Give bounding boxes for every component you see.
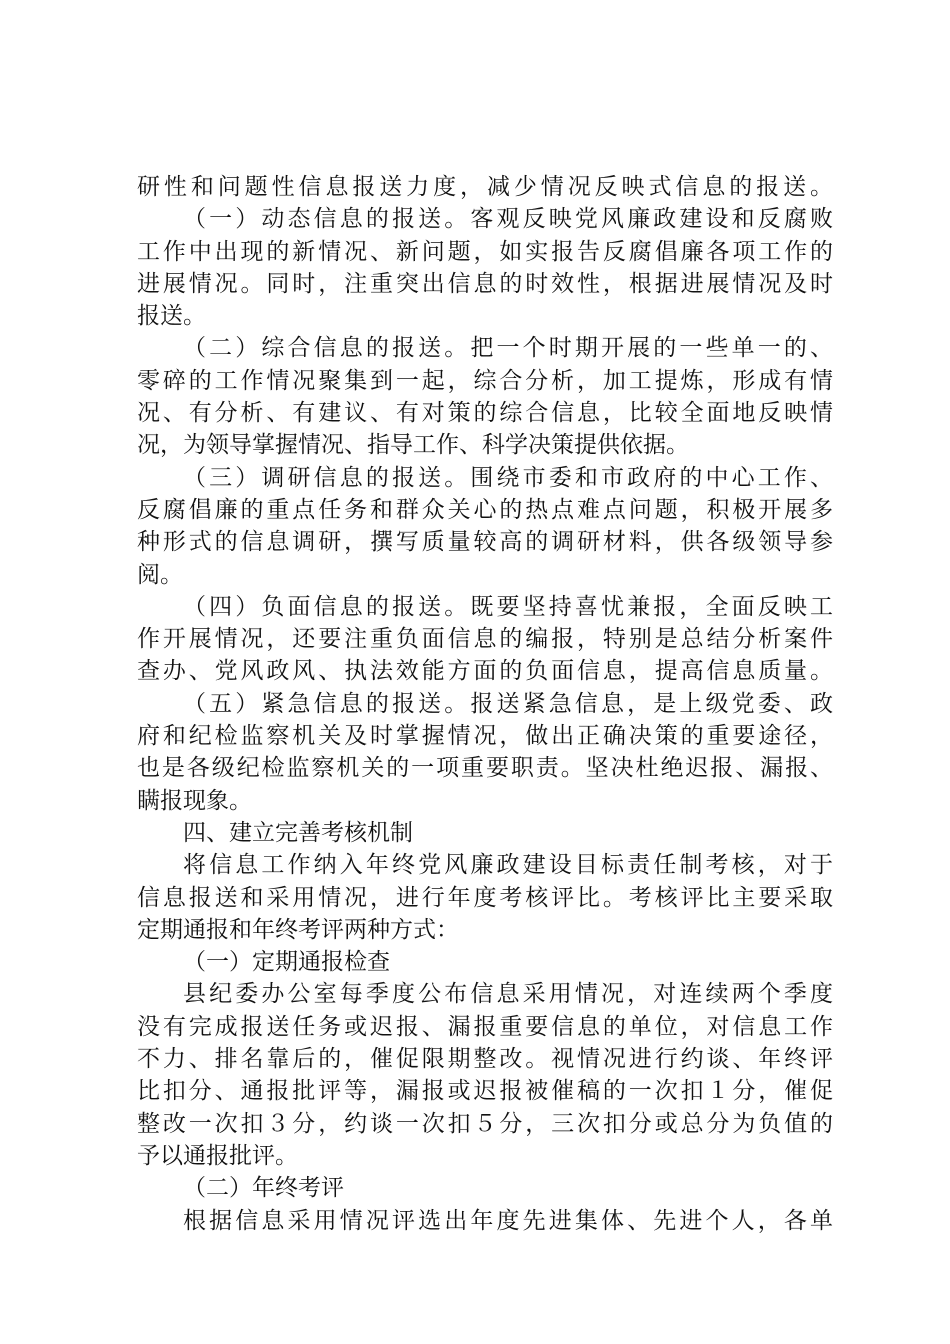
text-line: 也是各级纪检监察机关的一项重要职责。坚决杜绝迟报、漏报、 bbox=[137, 755, 833, 782]
text-line: （五）紧急信息的报送。报送紧急信息，是上级党委、政 bbox=[183, 690, 833, 717]
section-heading: 四、建立完善考核机制 bbox=[183, 819, 413, 846]
text-line: （三）调研信息的报送。围绕市委和市政府的中心工作、 bbox=[183, 464, 833, 491]
subsection-heading: （一）定期通报检查 bbox=[183, 949, 390, 976]
text-line: 零碎的工作情况聚集到一起，综合分析，加工提炼，形成有情 bbox=[137, 367, 833, 394]
text-line: 瞒报现象。 bbox=[137, 787, 252, 814]
text-line: 种形式的信息调研，撰写质量较高的调研材料，供各级领导参 bbox=[137, 529, 833, 556]
text-line: 查办、党风政风、执法效能方面的负面信息，提高信息质量。 bbox=[137, 658, 833, 685]
text-line: 没有完成报送任务或迟报、漏报重要信息的单位，对信息工作 bbox=[137, 1013, 833, 1040]
text-line: （四）负面信息的报送。既要坚持喜忧兼报，全面反映工 bbox=[183, 593, 833, 620]
text-line: 况、有分析、有建议、有对策的综合信息，比较全面地反映情 bbox=[137, 400, 833, 427]
text-line: 阅。 bbox=[137, 561, 183, 588]
text-line: 府和纪检监察机关及时掌握情况，做出正确决策的重要途径， bbox=[137, 723, 833, 750]
text-line: 工作中出现的新情况、新问题，如实报告反腐倡廉各项工作的 bbox=[137, 238, 833, 265]
text-line: （一）动态信息的报送。客观反映党风廉政建设和反腐败 bbox=[183, 206, 833, 233]
text-line: 将信息工作纳入年终党风廉政建设目标责任制考核，对于 bbox=[183, 852, 833, 879]
text-line: 予以通报批评。 bbox=[137, 1142, 298, 1169]
text-line: 根据信息采用情况评选出年度先进集体、先进个人，各单 bbox=[183, 1207, 833, 1234]
text-line: 信息报送和采用情况，进行年度考核评比。考核评比主要采取 bbox=[137, 884, 833, 911]
text-line: 反腐倡廉的重点任务和群众关心的热点难点问题，积极开展多 bbox=[137, 496, 833, 523]
text-line: 县纪委办公室每季度公布信息采用情况，对连续两个季度 bbox=[183, 981, 833, 1008]
subsection-heading: （二）年终考评 bbox=[183, 1175, 344, 1202]
text-line: 作开展情况，还要注重负面信息的编报，特别是总结分析案件 bbox=[137, 626, 833, 653]
text-line: 进展情况。同时，注重突出信息的时效性，根据进展情况及时 bbox=[137, 270, 833, 297]
text-line: （二）综合信息的报送。把一个时期开展的一些单一的、 bbox=[183, 335, 833, 362]
text-line: 况，为领导掌握情况、指导工作、科学决策提供依据。 bbox=[137, 432, 689, 459]
text-line: 报送。 bbox=[137, 303, 206, 330]
text-line: 比扣分、通报批评等，漏报或迟报被催稿的一次扣１分，催促 bbox=[137, 1078, 833, 1105]
document-body bbox=[137, 171, 833, 1237]
text-line: 不力、排名靠后的，催促限期整改。视情况进行约谈、年终评 bbox=[137, 1046, 833, 1073]
text-line: 整改一次扣３分，约谈一次扣５分，三次扣分或总分为负值的 bbox=[137, 1110, 833, 1137]
text-line: 定期通报和年终考评两种方式： bbox=[137, 916, 459, 943]
text-line: 研性和问题性信息报送力度，减少情况反映式信息的报送。 bbox=[137, 174, 833, 200]
